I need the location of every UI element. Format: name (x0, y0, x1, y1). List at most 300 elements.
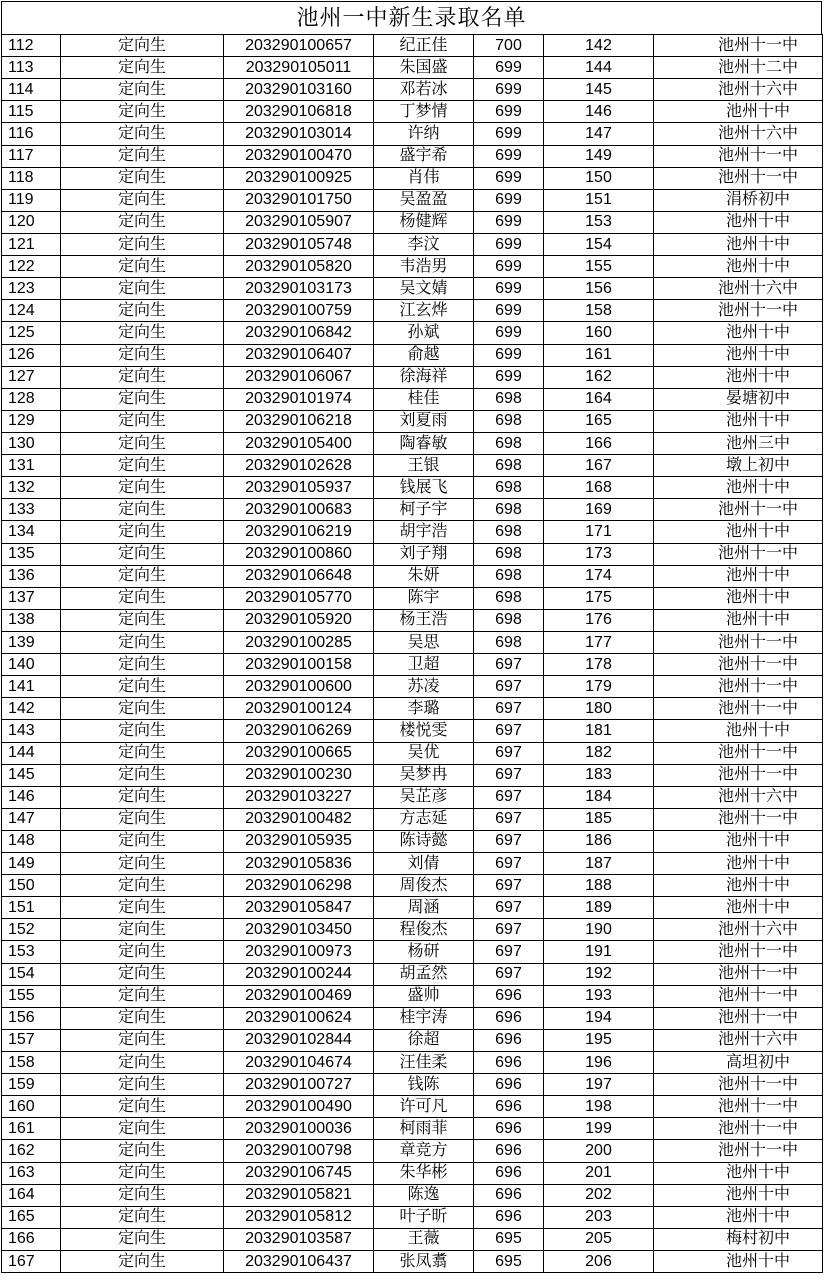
cell-exam-id: 203290106298 (224, 875, 374, 897)
cell-seq: 122 (2, 256, 61, 278)
cell-score: 699 (474, 300, 544, 322)
cell-rank: 171 (544, 521, 654, 543)
cell-category: 定向生 (61, 808, 224, 830)
cell-rank: 161 (544, 344, 654, 366)
cell-school: 池州十中 (654, 897, 823, 919)
cell-school: 涓桥初中 (654, 189, 823, 211)
cell-score: 696 (474, 1074, 544, 1096)
cell-seq: 132 (2, 477, 61, 499)
cell-exam-id: 203290101750 (224, 189, 374, 211)
cell-category: 定向生 (61, 897, 224, 919)
table-row (2, 676, 823, 698)
cell-name: 朱华彬 (374, 1162, 474, 1184)
table-row (2, 919, 823, 941)
cell-name: 李璐 (374, 698, 474, 720)
cell-category: 定向生 (61, 1251, 224, 1273)
cell-school: 池州十中 (654, 1162, 823, 1184)
cell-school: 池州十一中 (654, 764, 823, 786)
cell-rank: 206 (544, 1251, 654, 1273)
cell-name: 许纳 (374, 123, 474, 145)
cell-score: 697 (474, 897, 544, 919)
cell-rank: 146 (544, 101, 654, 123)
cell-name: 王银 (374, 455, 474, 477)
cell-exam-id: 203290100860 (224, 543, 374, 565)
cell-name: 江玄烨 (374, 300, 474, 322)
cell-name: 陶睿敏 (374, 432, 474, 454)
cell-seq: 165 (2, 1206, 61, 1228)
cell-exam-id: 203290100683 (224, 499, 374, 521)
cell-seq: 156 (2, 1007, 61, 1029)
cell-name: 楼悦雯 (374, 720, 474, 742)
cell-score: 697 (474, 963, 544, 985)
cell-exam-id: 203290103173 (224, 278, 374, 300)
cell-rank: 162 (544, 366, 654, 388)
cell-seq: 167 (2, 1251, 61, 1273)
cell-rank: 199 (544, 1118, 654, 1140)
cell-school: 池州十一中 (654, 35, 823, 57)
cell-exam-id: 203290103014 (224, 123, 374, 145)
cell-seq: 128 (2, 388, 61, 410)
cell-seq: 166 (2, 1228, 61, 1250)
cell-name: 程俊杰 (374, 919, 474, 941)
cell-school: 池州十一中 (654, 654, 823, 676)
table-row (2, 145, 823, 167)
cell-seq: 135 (2, 543, 61, 565)
cell-score: 696 (474, 1162, 544, 1184)
cell-exam-id: 203290105907 (224, 211, 374, 233)
cell-school: 池州十六中 (654, 786, 823, 808)
cell-score: 699 (474, 145, 544, 167)
cell-exam-id: 203290100665 (224, 742, 374, 764)
cell-rank: 182 (544, 742, 654, 764)
cell-school: 池州十一中 (654, 676, 823, 698)
table-row (2, 101, 823, 123)
cell-seq: 114 (2, 79, 61, 101)
table-row (2, 278, 823, 300)
cell-category: 定向生 (61, 278, 224, 300)
table-row (2, 57, 823, 79)
cell-seq: 129 (2, 410, 61, 432)
cell-score: 697 (474, 786, 544, 808)
cell-seq: 148 (2, 830, 61, 852)
cell-category: 定向生 (61, 654, 224, 676)
cell-rank: 180 (544, 698, 654, 720)
cell-rank: 189 (544, 897, 654, 919)
table-row (2, 455, 823, 477)
cell-name: 汪佳柔 (374, 1052, 474, 1074)
cell-name: 陈诗懿 (374, 830, 474, 852)
cell-rank: 145 (544, 79, 654, 101)
table-row (2, 1029, 823, 1051)
cell-school: 池州十中 (654, 211, 823, 233)
cell-score: 699 (474, 189, 544, 211)
cell-name: 邓若冰 (374, 79, 474, 101)
cell-name: 柯雨菲 (374, 1118, 474, 1140)
cell-category: 定向生 (61, 543, 224, 565)
cell-seq: 143 (2, 720, 61, 742)
cell-seq: 153 (2, 941, 61, 963)
cell-category: 定向生 (61, 963, 224, 985)
cell-name: 章竞方 (374, 1140, 474, 1162)
cell-rank: 191 (544, 941, 654, 963)
cell-score: 696 (474, 1140, 544, 1162)
cell-exam-id: 203290106067 (224, 366, 374, 388)
cell-seq: 164 (2, 1184, 61, 1206)
cell-category: 定向生 (61, 410, 224, 432)
cell-name: 盛宇希 (374, 145, 474, 167)
cell-name: 韦浩男 (374, 256, 474, 278)
cell-rank: 164 (544, 388, 654, 410)
table-row (2, 587, 823, 609)
cell-score: 696 (474, 1206, 544, 1228)
cell-category: 定向生 (61, 720, 224, 742)
cell-seq: 146 (2, 786, 61, 808)
cell-exam-id: 203290106745 (224, 1162, 374, 1184)
table-row (2, 1206, 823, 1228)
cell-exam-id: 203290105812 (224, 1206, 374, 1228)
cell-exam-id: 203290101974 (224, 388, 374, 410)
table-row (2, 764, 823, 786)
cell-name: 周涵 (374, 897, 474, 919)
cell-score: 699 (474, 123, 544, 145)
cell-school: 池州十中 (654, 233, 823, 255)
table-row (2, 720, 823, 742)
cell-category: 定向生 (61, 233, 224, 255)
cell-school: 池州十一中 (654, 698, 823, 720)
cell-rank: 184 (544, 786, 654, 808)
cell-exam-id: 203290100973 (224, 941, 374, 963)
cell-exam-id: 203290105937 (224, 477, 374, 499)
cell-exam-id: 203290104674 (224, 1052, 374, 1074)
cell-school: 池州十中 (654, 720, 823, 742)
cell-rank: 193 (544, 985, 654, 1007)
cell-score: 697 (474, 875, 544, 897)
cell-seq: 138 (2, 609, 61, 631)
cell-score: 697 (474, 853, 544, 875)
cell-category: 定向生 (61, 1140, 224, 1162)
cell-school: 池州十中 (654, 256, 823, 278)
cell-rank: 192 (544, 963, 654, 985)
cell-seq: 141 (2, 676, 61, 698)
cell-category: 定向生 (61, 1184, 224, 1206)
cell-rank: 173 (544, 543, 654, 565)
table-row (2, 543, 823, 565)
cell-name: 吴文婧 (374, 278, 474, 300)
table-row (2, 654, 823, 676)
cell-exam-id: 203290100158 (224, 654, 374, 676)
cell-score: 695 (474, 1251, 544, 1273)
cell-seq: 113 (2, 57, 61, 79)
table-row (2, 565, 823, 587)
cell-school: 池州十中 (654, 565, 823, 587)
cell-category: 定向生 (61, 1206, 224, 1228)
cell-school: 池州十中 (654, 366, 823, 388)
cell-name: 王薇 (374, 1228, 474, 1250)
admission-table (1, 34, 823, 1273)
cell-score: 699 (474, 366, 544, 388)
cell-score: 697 (474, 764, 544, 786)
cell-exam-id: 203290106269 (224, 720, 374, 742)
cell-school: 池州十中 (654, 101, 823, 123)
cell-rank: 147 (544, 123, 654, 145)
cell-score: 699 (474, 233, 544, 255)
cell-category: 定向生 (61, 189, 224, 211)
cell-seq: 131 (2, 455, 61, 477)
cell-school: 池州十一中 (654, 145, 823, 167)
cell-seq: 139 (2, 631, 61, 653)
cell-seq: 119 (2, 189, 61, 211)
cell-category: 定向生 (61, 1096, 224, 1118)
cell-school: 池州十一中 (654, 1118, 823, 1140)
cell-name: 朱国盛 (374, 57, 474, 79)
cell-name: 丁梦情 (374, 101, 474, 123)
cell-rank: 205 (544, 1228, 654, 1250)
cell-seq: 134 (2, 521, 61, 543)
cell-rank: 203 (544, 1206, 654, 1228)
cell-category: 定向生 (61, 1162, 224, 1184)
cell-seq: 162 (2, 1140, 61, 1162)
cell-school: 池州十中 (654, 477, 823, 499)
cell-exam-id: 203290102628 (224, 455, 374, 477)
cell-score: 696 (474, 985, 544, 1007)
cell-score: 697 (474, 698, 544, 720)
cell-category: 定向生 (61, 300, 224, 322)
cell-rank: 194 (544, 1007, 654, 1029)
cell-seq: 144 (2, 742, 61, 764)
cell-name: 胡孟然 (374, 963, 474, 985)
cell-name: 柯子宇 (374, 499, 474, 521)
cell-category: 定向生 (61, 145, 224, 167)
table-row (2, 432, 823, 454)
cell-category: 定向生 (61, 587, 224, 609)
cell-exam-id: 203290102844 (224, 1029, 374, 1051)
cell-school: 池州十中 (654, 875, 823, 897)
cell-name: 卫超 (374, 654, 474, 676)
cell-name: 杨健辉 (374, 211, 474, 233)
cell-seq: 124 (2, 300, 61, 322)
cell-category: 定向生 (61, 167, 224, 189)
cell-score: 700 (474, 35, 544, 57)
cell-name: 俞越 (374, 344, 474, 366)
cell-seq: 137 (2, 587, 61, 609)
cell-seq: 145 (2, 764, 61, 786)
cell-school: 池州十一中 (654, 499, 823, 521)
table-row (2, 167, 823, 189)
table-row (2, 1096, 823, 1118)
cell-exam-id: 203290100124 (224, 698, 374, 720)
cell-score: 697 (474, 720, 544, 742)
cell-seq: 140 (2, 654, 61, 676)
cell-seq: 158 (2, 1052, 61, 1074)
cell-seq: 136 (2, 565, 61, 587)
cell-rank: 168 (544, 477, 654, 499)
table-row (2, 963, 823, 985)
cell-school: 池州十一中 (654, 963, 823, 985)
cell-seq: 155 (2, 985, 61, 1007)
table-row (2, 499, 823, 521)
cell-school: 池州十六中 (654, 123, 823, 145)
cell-exam-id: 203290100759 (224, 300, 374, 322)
cell-seq: 123 (2, 278, 61, 300)
cell-name: 陈逸 (374, 1184, 474, 1206)
cell-rank: 160 (544, 322, 654, 344)
cell-name: 刘倩 (374, 853, 474, 875)
cell-school: 高坦初中 (654, 1052, 823, 1074)
cell-category: 定向生 (61, 941, 224, 963)
table-row (2, 477, 823, 499)
table-row (2, 1007, 823, 1029)
cell-score: 698 (474, 410, 544, 432)
cell-category: 定向生 (61, 764, 224, 786)
cell-school: 池州十中 (654, 410, 823, 432)
cell-exam-id: 203290105847 (224, 897, 374, 919)
cell-rank: 176 (544, 609, 654, 631)
cell-exam-id: 203290105400 (224, 432, 374, 454)
cell-rank: 151 (544, 189, 654, 211)
cell-exam-id: 203290100470 (224, 145, 374, 167)
cell-category: 定向生 (61, 698, 224, 720)
cell-name: 吴芷彦 (374, 786, 474, 808)
table-row (2, 609, 823, 631)
cell-score: 697 (474, 654, 544, 676)
cell-rank: 198 (544, 1096, 654, 1118)
cell-rank: 183 (544, 764, 654, 786)
cell-seq: 125 (2, 322, 61, 344)
cell-name: 刘子翔 (374, 543, 474, 565)
cell-exam-id: 203290100925 (224, 167, 374, 189)
table-row (2, 853, 823, 875)
cell-name: 桂宇涛 (374, 1007, 474, 1029)
cell-exam-id: 203290105748 (224, 233, 374, 255)
cell-rank: 155 (544, 256, 654, 278)
page-title: 池州一中新生录取名单 (1, 1, 822, 34)
cell-seq: 161 (2, 1118, 61, 1140)
cell-school: 池州十六中 (654, 79, 823, 101)
table-row (2, 388, 823, 410)
table-row (2, 742, 823, 764)
cell-category: 定向生 (61, 676, 224, 698)
cell-school: 池州十一中 (654, 985, 823, 1007)
cell-category: 定向生 (61, 853, 224, 875)
cell-name: 肖伟 (374, 167, 474, 189)
cell-score: 699 (474, 256, 544, 278)
cell-exam-id: 203290100244 (224, 963, 374, 985)
cell-exam-id: 203290106219 (224, 521, 374, 543)
cell-score: 696 (474, 1118, 544, 1140)
cell-rank: 142 (544, 35, 654, 57)
cell-category: 定向生 (61, 388, 224, 410)
cell-rank: 178 (544, 654, 654, 676)
cell-name: 吴梦冉 (374, 764, 474, 786)
cell-name: 方志延 (374, 808, 474, 830)
cell-exam-id: 203290105011 (224, 57, 374, 79)
cell-score: 698 (474, 432, 544, 454)
cell-rank: 174 (544, 565, 654, 587)
cell-exam-id: 203290100036 (224, 1118, 374, 1140)
table-row (2, 322, 823, 344)
cell-school: 池州十六中 (654, 919, 823, 941)
cell-score: 698 (474, 455, 544, 477)
cell-rank: 158 (544, 300, 654, 322)
cell-rank: 181 (544, 720, 654, 742)
cell-rank: 195 (544, 1029, 654, 1051)
cell-school: 池州十六中 (654, 278, 823, 300)
table-row (2, 698, 823, 720)
cell-exam-id: 203290105770 (224, 587, 374, 609)
table-row (2, 189, 823, 211)
cell-seq: 157 (2, 1029, 61, 1051)
cell-category: 定向生 (61, 1052, 224, 1074)
cell-exam-id: 203290106437 (224, 1251, 374, 1273)
cell-category: 定向生 (61, 985, 224, 1007)
cell-school: 池州十中 (654, 587, 823, 609)
cell-seq: 126 (2, 344, 61, 366)
cell-score: 697 (474, 941, 544, 963)
cell-name: 杨王浩 (374, 609, 474, 631)
table-row (2, 300, 823, 322)
cell-school: 池州十一中 (654, 1074, 823, 1096)
cell-rank: 200 (544, 1140, 654, 1162)
cell-category: 定向生 (61, 57, 224, 79)
cell-category: 定向生 (61, 1118, 224, 1140)
table-row (2, 1074, 823, 1096)
cell-category: 定向生 (61, 1029, 224, 1051)
cell-score: 697 (474, 808, 544, 830)
cell-seq: 147 (2, 808, 61, 830)
cell-exam-id: 203290103450 (224, 919, 374, 941)
cell-rank: 190 (544, 919, 654, 941)
cell-rank: 153 (544, 211, 654, 233)
cell-category: 定向生 (61, 1074, 224, 1096)
cell-exam-id: 203290106407 (224, 344, 374, 366)
table-row (2, 123, 823, 145)
cell-score: 696 (474, 1029, 544, 1051)
cell-score: 699 (474, 57, 544, 79)
cell-seq: 149 (2, 853, 61, 875)
cell-score: 695 (474, 1228, 544, 1250)
table-body (2, 35, 823, 1273)
cell-exam-id: 203290103160 (224, 79, 374, 101)
table-row (2, 35, 823, 57)
cell-name: 孙斌 (374, 322, 474, 344)
cell-score: 697 (474, 742, 544, 764)
cell-exam-id: 203290103227 (224, 786, 374, 808)
cell-exam-id: 203290103587 (224, 1228, 374, 1250)
cell-name: 周俊杰 (374, 875, 474, 897)
table-row (2, 631, 823, 653)
table-row (2, 1228, 823, 1250)
table-row (2, 521, 823, 543)
cell-seq: 112 (2, 35, 61, 57)
cell-rank: 166 (544, 432, 654, 454)
cell-category: 定向生 (61, 919, 224, 941)
cell-exam-id: 203290100624 (224, 1007, 374, 1029)
cell-exam-id: 203290100469 (224, 985, 374, 1007)
cell-name: 钱陈 (374, 1074, 474, 1096)
cell-exam-id: 203290100230 (224, 764, 374, 786)
cell-score: 698 (474, 543, 544, 565)
cell-category: 定向生 (61, 432, 224, 454)
cell-category: 定向生 (61, 742, 224, 764)
cell-exam-id: 203290106648 (224, 565, 374, 587)
cell-name: 杨研 (374, 941, 474, 963)
table-row (2, 1162, 823, 1184)
cell-school: 池州十中 (654, 1251, 823, 1273)
cell-seq: 120 (2, 211, 61, 233)
cell-score: 696 (474, 1184, 544, 1206)
cell-school: 池州十一中 (654, 742, 823, 764)
cell-seq: 154 (2, 963, 61, 985)
